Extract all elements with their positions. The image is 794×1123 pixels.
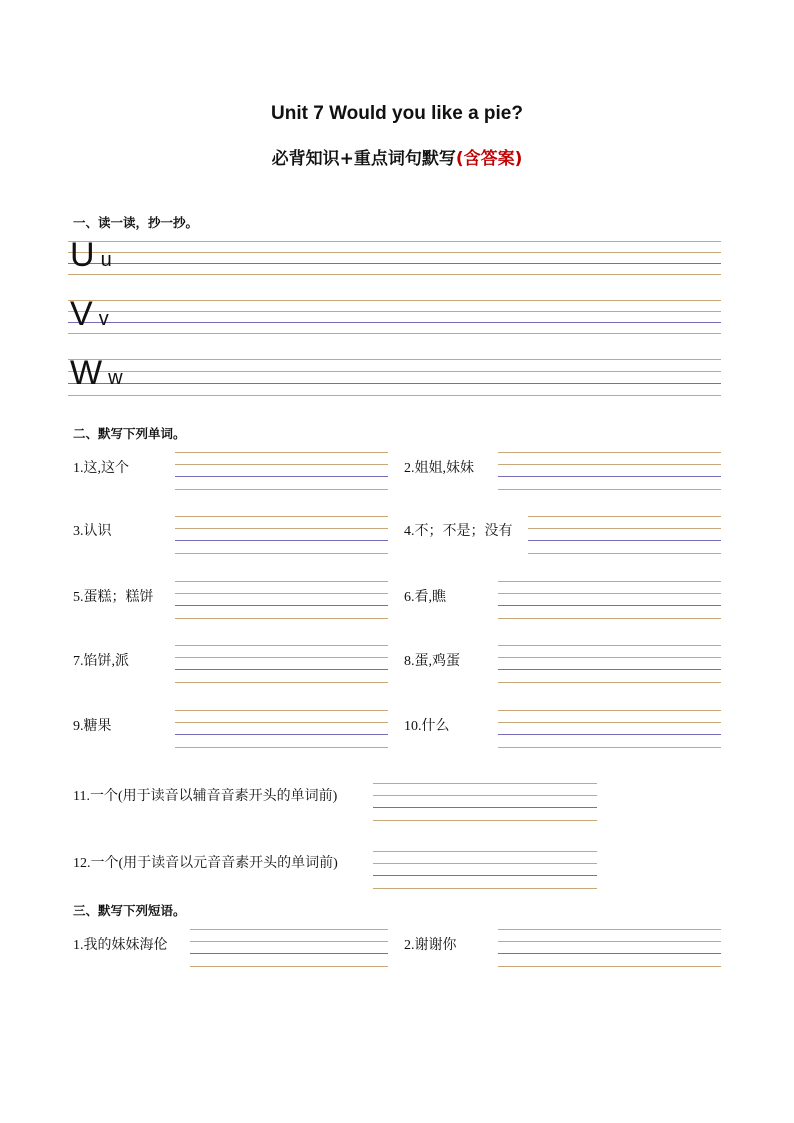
section-heading-2: 二、默写下列单词。 bbox=[73, 426, 186, 441]
answer-lines[interactable] bbox=[498, 929, 721, 967]
letter-upper: W bbox=[70, 354, 103, 392]
letter-upper: U bbox=[70, 236, 95, 274]
letter-lower: w bbox=[108, 367, 123, 389]
word-prompt: 1.这,这个 bbox=[73, 461, 129, 476]
answer-lines[interactable] bbox=[373, 851, 597, 889]
phrase-prompt: 1.我的妹妹海伦 bbox=[73, 938, 168, 953]
word-prompt: 6.看,瞧 bbox=[404, 590, 446, 605]
letter-pair-u bbox=[70, 238, 112, 272]
answer-lines[interactable] bbox=[190, 929, 388, 967]
word-prompt: 7.馅饼,派 bbox=[73, 654, 129, 669]
page-subtitle bbox=[0, 144, 794, 169]
word-prompt: 4.不；不是；没有 bbox=[404, 524, 513, 539]
word-prompt: 11.一个(用于读音以辅音音素开头的单词前) bbox=[73, 789, 338, 804]
word-prompt: 5.蛋糕；糕饼 bbox=[73, 590, 154, 605]
writing-guide-v[interactable] bbox=[68, 300, 721, 334]
answer-lines[interactable] bbox=[498, 452, 721, 490]
word-prompt: 9.糖果 bbox=[73, 719, 112, 734]
writing-guide-u[interactable] bbox=[68, 241, 721, 275]
answer-lines[interactable] bbox=[498, 645, 721, 683]
section-heading-1: 一、读一读，抄一抄。 bbox=[73, 215, 199, 230]
word-prompt: 10.什么 bbox=[404, 719, 450, 734]
word-prompt: 12.一个(用于读音以元音音素开头的单词前) bbox=[73, 856, 338, 871]
answer-lines[interactable] bbox=[528, 516, 721, 554]
answer-lines[interactable] bbox=[175, 452, 388, 490]
subtitle-answer-note: (含答案) bbox=[455, 149, 523, 169]
answer-lines[interactable] bbox=[373, 783, 597, 821]
answer-lines[interactable] bbox=[175, 516, 388, 554]
letter-pair-v bbox=[70, 297, 109, 331]
answer-lines[interactable] bbox=[175, 710, 388, 748]
letter-pair-w bbox=[70, 356, 123, 390]
word-prompt: 8.蛋,鸡蛋 bbox=[404, 654, 460, 669]
answer-lines[interactable] bbox=[498, 710, 721, 748]
phrase-prompt: 2.谢谢你 bbox=[404, 938, 457, 953]
letter-lower: u bbox=[100, 249, 112, 271]
letter-lower: v bbox=[98, 308, 109, 330]
word-prompt: 3.认识 bbox=[73, 524, 112, 539]
answer-lines[interactable] bbox=[498, 581, 721, 619]
answer-lines[interactable] bbox=[175, 581, 388, 619]
word-prompt: 2.姐姐,妹妹 bbox=[404, 461, 474, 476]
writing-guide-w[interactable] bbox=[68, 359, 721, 396]
page-title: Unit 7 Would you like a pie? bbox=[271, 103, 523, 124]
subtitle-main: 必背知识+重点词句默写 bbox=[271, 149, 456, 169]
answer-lines[interactable] bbox=[175, 645, 388, 683]
section-heading-3: 三、默写下列短语。 bbox=[73, 903, 186, 918]
letter-upper: V bbox=[70, 295, 93, 333]
